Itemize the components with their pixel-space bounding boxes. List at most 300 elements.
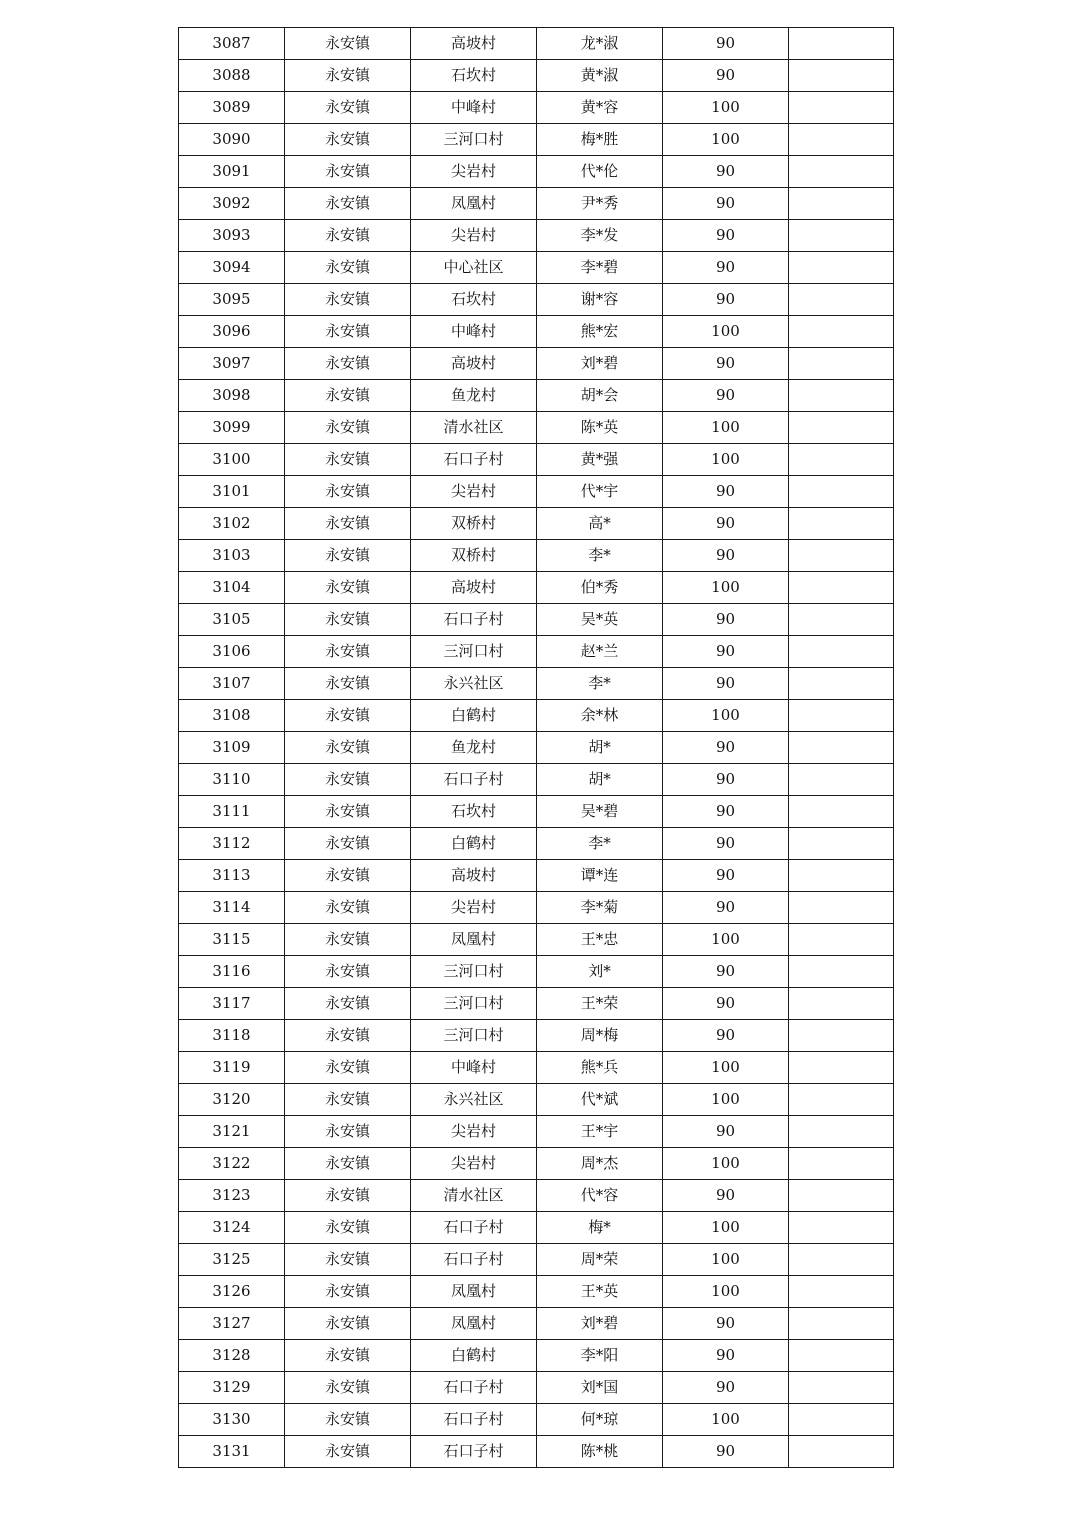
- name-cell: 黄*淑: [537, 60, 663, 92]
- village-cell: 中峰村: [411, 92, 537, 124]
- remark-cell: [789, 1404, 894, 1436]
- table-row: [179, 1372, 894, 1404]
- name-cell: 代*斌: [537, 1084, 663, 1116]
- row-number-cell: 3101: [179, 476, 285, 508]
- row-number-cell: 3087: [179, 28, 285, 60]
- town-cell: 永安镇: [285, 92, 411, 124]
- town-cell: 永安镇: [285, 828, 411, 860]
- row-number-cell: 3093: [179, 220, 285, 252]
- amount-cell: 100: [663, 1052, 789, 1084]
- village-cell: 白鹤村: [411, 700, 537, 732]
- name-cell: 梅*胜: [537, 124, 663, 156]
- town-cell: 永安镇: [285, 796, 411, 828]
- name-cell: 李*菊: [537, 892, 663, 924]
- name-cell: 周*荣: [537, 1244, 663, 1276]
- town-cell: 永安镇: [285, 988, 411, 1020]
- town-cell: 永安镇: [285, 188, 411, 220]
- row-number-cell: 3125: [179, 1244, 285, 1276]
- row-number-cell: 3128: [179, 1340, 285, 1372]
- village-cell: 三河口村: [411, 956, 537, 988]
- row-number-cell: 3131: [179, 1436, 285, 1468]
- name-cell: 王*荣: [537, 988, 663, 1020]
- town-cell: 永安镇: [285, 604, 411, 636]
- row-number-cell: 3120: [179, 1084, 285, 1116]
- name-cell: 尹*秀: [537, 188, 663, 220]
- amount-cell: 90: [663, 828, 789, 860]
- name-cell: 代*宇: [537, 476, 663, 508]
- village-cell: 永兴社区: [411, 1084, 537, 1116]
- table-row: [179, 412, 894, 444]
- remark-cell: [789, 1340, 894, 1372]
- town-cell: 永安镇: [285, 60, 411, 92]
- town-cell: 永安镇: [285, 764, 411, 796]
- remark-cell: [789, 1244, 894, 1276]
- remark-cell: [789, 252, 894, 284]
- amount-cell: 90: [663, 796, 789, 828]
- village-cell: 三河口村: [411, 636, 537, 668]
- name-cell: 李*: [537, 540, 663, 572]
- village-cell: 尖岩村: [411, 156, 537, 188]
- table-row: [179, 188, 894, 220]
- remark-cell: [789, 604, 894, 636]
- table-row: [179, 956, 894, 988]
- town-cell: 永安镇: [285, 860, 411, 892]
- name-cell: 周*梅: [537, 1020, 663, 1052]
- village-cell: 石口子村: [411, 1372, 537, 1404]
- name-cell: 陈*英: [537, 412, 663, 444]
- town-cell: 永安镇: [285, 156, 411, 188]
- name-cell: 龙*淑: [537, 28, 663, 60]
- village-cell: 三河口村: [411, 988, 537, 1020]
- name-cell: 吴*英: [537, 604, 663, 636]
- table-row: [179, 1116, 894, 1148]
- amount-cell: 90: [663, 380, 789, 412]
- name-cell: 熊*宏: [537, 316, 663, 348]
- amount-cell: 90: [663, 956, 789, 988]
- table-row: [179, 316, 894, 348]
- name-cell: 黄*容: [537, 92, 663, 124]
- name-cell: 刘*: [537, 956, 663, 988]
- village-cell: 三河口村: [411, 1020, 537, 1052]
- table-row: [179, 1340, 894, 1372]
- village-cell: 尖岩村: [411, 220, 537, 252]
- amount-cell: 100: [663, 1212, 789, 1244]
- table-row: [179, 796, 894, 828]
- row-number-cell: 3103: [179, 540, 285, 572]
- row-number-cell: 3116: [179, 956, 285, 988]
- remark-cell: [789, 348, 894, 380]
- table-row: [179, 1276, 894, 1308]
- name-cell: 刘*碧: [537, 348, 663, 380]
- row-number-cell: 3115: [179, 924, 285, 956]
- amount-cell: 90: [663, 1340, 789, 1372]
- village-cell: 石口子村: [411, 1244, 537, 1276]
- village-cell: 凤凰村: [411, 1276, 537, 1308]
- row-number-cell: 3121: [179, 1116, 285, 1148]
- remark-cell: [789, 1212, 894, 1244]
- town-cell: 永安镇: [285, 284, 411, 316]
- amount-cell: 90: [663, 508, 789, 540]
- remark-cell: [789, 92, 894, 124]
- roster-table-body: [179, 28, 894, 1468]
- name-cell: 代*容: [537, 1180, 663, 1212]
- row-number-cell: 3119: [179, 1052, 285, 1084]
- remark-cell: [789, 572, 894, 604]
- row-number-cell: 3117: [179, 988, 285, 1020]
- name-cell: 刘*国: [537, 1372, 663, 1404]
- table-row: [179, 1180, 894, 1212]
- remark-cell: [789, 732, 894, 764]
- remark-cell: [789, 1276, 894, 1308]
- name-cell: 赵*兰: [537, 636, 663, 668]
- town-cell: 永安镇: [285, 1404, 411, 1436]
- name-cell: 伯*秀: [537, 572, 663, 604]
- row-number-cell: 3090: [179, 124, 285, 156]
- remark-cell: [789, 412, 894, 444]
- table-row: [179, 1436, 894, 1468]
- table-row: [179, 1404, 894, 1436]
- village-cell: 石口子村: [411, 604, 537, 636]
- amount-cell: 90: [663, 1436, 789, 1468]
- town-cell: 永安镇: [285, 1148, 411, 1180]
- table-row: [179, 156, 894, 188]
- name-cell: 王*英: [537, 1276, 663, 1308]
- amount-cell: 100: [663, 572, 789, 604]
- amount-cell: 100: [663, 1276, 789, 1308]
- town-cell: 永安镇: [285, 1308, 411, 1340]
- name-cell: 胡*会: [537, 380, 663, 412]
- remark-cell: [789, 924, 894, 956]
- table-row: [179, 604, 894, 636]
- row-number-cell: 3111: [179, 796, 285, 828]
- name-cell: 李*发: [537, 220, 663, 252]
- remark-cell: [789, 700, 894, 732]
- name-cell: 余*林: [537, 700, 663, 732]
- town-cell: 永安镇: [285, 316, 411, 348]
- remark-cell: [789, 956, 894, 988]
- name-cell: 黄*强: [537, 444, 663, 476]
- amount-cell: 90: [663, 476, 789, 508]
- name-cell: 胡*: [537, 732, 663, 764]
- village-cell: 鱼龙村: [411, 380, 537, 412]
- remark-cell: [789, 380, 894, 412]
- village-cell: 清水社区: [411, 1180, 537, 1212]
- table-row: [179, 572, 894, 604]
- row-number-cell: 3107: [179, 668, 285, 700]
- village-cell: 中心社区: [411, 252, 537, 284]
- name-cell: 李*碧: [537, 252, 663, 284]
- amount-cell: 90: [663, 252, 789, 284]
- village-cell: 石坎村: [411, 60, 537, 92]
- town-cell: 永安镇: [285, 1020, 411, 1052]
- amount-cell: 100: [663, 700, 789, 732]
- town-cell: 永安镇: [285, 956, 411, 988]
- town-cell: 永安镇: [285, 732, 411, 764]
- table-row: [179, 924, 894, 956]
- remark-cell: [789, 1372, 894, 1404]
- row-number-cell: 3113: [179, 860, 285, 892]
- town-cell: 永安镇: [285, 1340, 411, 1372]
- table-row: [179, 348, 894, 380]
- name-cell: 代*伦: [537, 156, 663, 188]
- row-number-cell: 3118: [179, 1020, 285, 1052]
- table-row: [179, 1244, 894, 1276]
- row-number-cell: 3089: [179, 92, 285, 124]
- town-cell: 永安镇: [285, 1212, 411, 1244]
- table-row: [179, 860, 894, 892]
- town-cell: 永安镇: [285, 540, 411, 572]
- table-row: [179, 540, 894, 572]
- remark-cell: [789, 156, 894, 188]
- table-row: [179, 636, 894, 668]
- amount-cell: 100: [663, 316, 789, 348]
- row-number-cell: 3114: [179, 892, 285, 924]
- town-cell: 永安镇: [285, 1276, 411, 1308]
- town-cell: 永安镇: [285, 124, 411, 156]
- name-cell: 陈*桃: [537, 1436, 663, 1468]
- table-row: [179, 60, 894, 92]
- village-cell: 双桥村: [411, 540, 537, 572]
- amount-cell: 100: [663, 1148, 789, 1180]
- remark-cell: [789, 60, 894, 92]
- village-cell: 尖岩村: [411, 1148, 537, 1180]
- town-cell: 永安镇: [285, 1116, 411, 1148]
- village-cell: 永兴社区: [411, 668, 537, 700]
- village-cell: 石口子村: [411, 1404, 537, 1436]
- amount-cell: 90: [663, 732, 789, 764]
- name-cell: 王*忠: [537, 924, 663, 956]
- remark-cell: [789, 1084, 894, 1116]
- remark-cell: [789, 508, 894, 540]
- name-cell: 何*琼: [537, 1404, 663, 1436]
- amount-cell: 90: [663, 1372, 789, 1404]
- row-number-cell: 3108: [179, 700, 285, 732]
- table-row: [179, 700, 894, 732]
- remark-cell: [789, 124, 894, 156]
- village-cell: 石坎村: [411, 796, 537, 828]
- village-cell: 尖岩村: [411, 1116, 537, 1148]
- roster-table: [178, 27, 894, 1468]
- table-row: [179, 508, 894, 540]
- amount-cell: 90: [663, 1116, 789, 1148]
- row-number-cell: 3088: [179, 60, 285, 92]
- amount-cell: 100: [663, 92, 789, 124]
- row-number-cell: 3130: [179, 1404, 285, 1436]
- remark-cell: [789, 316, 894, 348]
- amount-cell: 90: [663, 220, 789, 252]
- table-row: [179, 92, 894, 124]
- table-row: [179, 668, 894, 700]
- amount-cell: 100: [663, 1244, 789, 1276]
- town-cell: 永安镇: [285, 220, 411, 252]
- remark-cell: [789, 284, 894, 316]
- remark-cell: [789, 828, 894, 860]
- row-number-cell: 3106: [179, 636, 285, 668]
- town-cell: 永安镇: [285, 380, 411, 412]
- row-number-cell: 3100: [179, 444, 285, 476]
- name-cell: 吴*碧: [537, 796, 663, 828]
- village-cell: 石口子村: [411, 444, 537, 476]
- row-number-cell: 3092: [179, 188, 285, 220]
- village-cell: 白鹤村: [411, 1340, 537, 1372]
- row-number-cell: 3126: [179, 1276, 285, 1308]
- amount-cell: 90: [663, 188, 789, 220]
- table-row: [179, 284, 894, 316]
- row-number-cell: 3102: [179, 508, 285, 540]
- remark-cell: [789, 476, 894, 508]
- remark-cell: [789, 540, 894, 572]
- table-row: [179, 988, 894, 1020]
- amount-cell: 90: [663, 668, 789, 700]
- amount-cell: 90: [663, 540, 789, 572]
- remark-cell: [789, 1020, 894, 1052]
- village-cell: 凤凰村: [411, 1308, 537, 1340]
- town-cell: 永安镇: [285, 1180, 411, 1212]
- remark-cell: [789, 636, 894, 668]
- town-cell: 永安镇: [285, 700, 411, 732]
- amount-cell: 90: [663, 764, 789, 796]
- table-row: [179, 380, 894, 412]
- village-cell: 凤凰村: [411, 924, 537, 956]
- row-number-cell: 3109: [179, 732, 285, 764]
- amount-cell: 90: [663, 988, 789, 1020]
- town-cell: 永安镇: [285, 636, 411, 668]
- table-row: [179, 1212, 894, 1244]
- table-row: [179, 124, 894, 156]
- village-cell: 尖岩村: [411, 476, 537, 508]
- table-row: [179, 828, 894, 860]
- town-cell: 永安镇: [285, 252, 411, 284]
- name-cell: 高*: [537, 508, 663, 540]
- name-cell: 周*杰: [537, 1148, 663, 1180]
- row-number-cell: 3098: [179, 380, 285, 412]
- name-cell: 李*: [537, 828, 663, 860]
- row-number-cell: 3123: [179, 1180, 285, 1212]
- remark-cell: [789, 668, 894, 700]
- row-number-cell: 3105: [179, 604, 285, 636]
- town-cell: 永安镇: [285, 892, 411, 924]
- table-row: [179, 732, 894, 764]
- amount-cell: 90: [663, 1020, 789, 1052]
- row-number-cell: 3097: [179, 348, 285, 380]
- name-cell: 谭*连: [537, 860, 663, 892]
- row-number-cell: 3104: [179, 572, 285, 604]
- row-number-cell: 3096: [179, 316, 285, 348]
- village-cell: 凤凰村: [411, 188, 537, 220]
- amount-cell: 90: [663, 28, 789, 60]
- town-cell: 永安镇: [285, 1244, 411, 1276]
- remark-cell: [789, 188, 894, 220]
- table-row: [179, 1084, 894, 1116]
- table-row: [179, 892, 894, 924]
- table-row: [179, 1308, 894, 1340]
- village-cell: 双桥村: [411, 508, 537, 540]
- remark-cell: [789, 1436, 894, 1468]
- table-row: [179, 28, 894, 60]
- row-number-cell: 3091: [179, 156, 285, 188]
- village-cell: 尖岩村: [411, 892, 537, 924]
- name-cell: 李*阳: [537, 1340, 663, 1372]
- amount-cell: 90: [663, 860, 789, 892]
- village-cell: 高坡村: [411, 860, 537, 892]
- village-cell: 高坡村: [411, 28, 537, 60]
- amount-cell: 90: [663, 284, 789, 316]
- town-cell: 永安镇: [285, 412, 411, 444]
- town-cell: 永安镇: [285, 1372, 411, 1404]
- name-cell: 熊*兵: [537, 1052, 663, 1084]
- village-cell: 三河口村: [411, 124, 537, 156]
- amount-cell: 90: [663, 604, 789, 636]
- remark-cell: [789, 764, 894, 796]
- row-number-cell: 3095: [179, 284, 285, 316]
- town-cell: 永安镇: [285, 1084, 411, 1116]
- table-row: [179, 252, 894, 284]
- amount-cell: 90: [663, 636, 789, 668]
- name-cell: 谢*容: [537, 284, 663, 316]
- village-cell: 高坡村: [411, 572, 537, 604]
- remark-cell: [789, 860, 894, 892]
- name-cell: 胡*: [537, 764, 663, 796]
- amount-cell: 100: [663, 1084, 789, 1116]
- amount-cell: 100: [663, 444, 789, 476]
- village-cell: 清水社区: [411, 412, 537, 444]
- row-number-cell: 3099: [179, 412, 285, 444]
- amount-cell: 90: [663, 156, 789, 188]
- amount-cell: 100: [663, 924, 789, 956]
- remark-cell: [789, 444, 894, 476]
- village-cell: 中峰村: [411, 1052, 537, 1084]
- remark-cell: [789, 1148, 894, 1180]
- village-cell: 石口子村: [411, 764, 537, 796]
- village-cell: 中峰村: [411, 316, 537, 348]
- table-row: [179, 444, 894, 476]
- name-cell: 李*: [537, 668, 663, 700]
- amount-cell: 90: [663, 892, 789, 924]
- remark-cell: [789, 796, 894, 828]
- row-number-cell: 3124: [179, 1212, 285, 1244]
- table-row: [179, 764, 894, 796]
- town-cell: 永安镇: [285, 508, 411, 540]
- town-cell: 永安镇: [285, 476, 411, 508]
- table-row: [179, 220, 894, 252]
- town-cell: 永安镇: [285, 28, 411, 60]
- amount-cell: 100: [663, 124, 789, 156]
- amount-cell: 90: [663, 1180, 789, 1212]
- village-cell: 石口子村: [411, 1436, 537, 1468]
- remark-cell: [789, 28, 894, 60]
- amount-cell: 100: [663, 1404, 789, 1436]
- name-cell: 王*宇: [537, 1116, 663, 1148]
- remark-cell: [789, 220, 894, 252]
- row-number-cell: 3127: [179, 1308, 285, 1340]
- table-row: [179, 1020, 894, 1052]
- row-number-cell: 3122: [179, 1148, 285, 1180]
- town-cell: 永安镇: [285, 1436, 411, 1468]
- town-cell: 永安镇: [285, 924, 411, 956]
- village-cell: 鱼龙村: [411, 732, 537, 764]
- remark-cell: [789, 1308, 894, 1340]
- town-cell: 永安镇: [285, 444, 411, 476]
- amount-cell: 90: [663, 1308, 789, 1340]
- amount-cell: 90: [663, 60, 789, 92]
- village-cell: 石坎村: [411, 284, 537, 316]
- row-number-cell: 3094: [179, 252, 285, 284]
- village-cell: 石口子村: [411, 1212, 537, 1244]
- town-cell: 永安镇: [285, 668, 411, 700]
- remark-cell: [789, 892, 894, 924]
- amount-cell: 90: [663, 348, 789, 380]
- name-cell: 刘*碧: [537, 1308, 663, 1340]
